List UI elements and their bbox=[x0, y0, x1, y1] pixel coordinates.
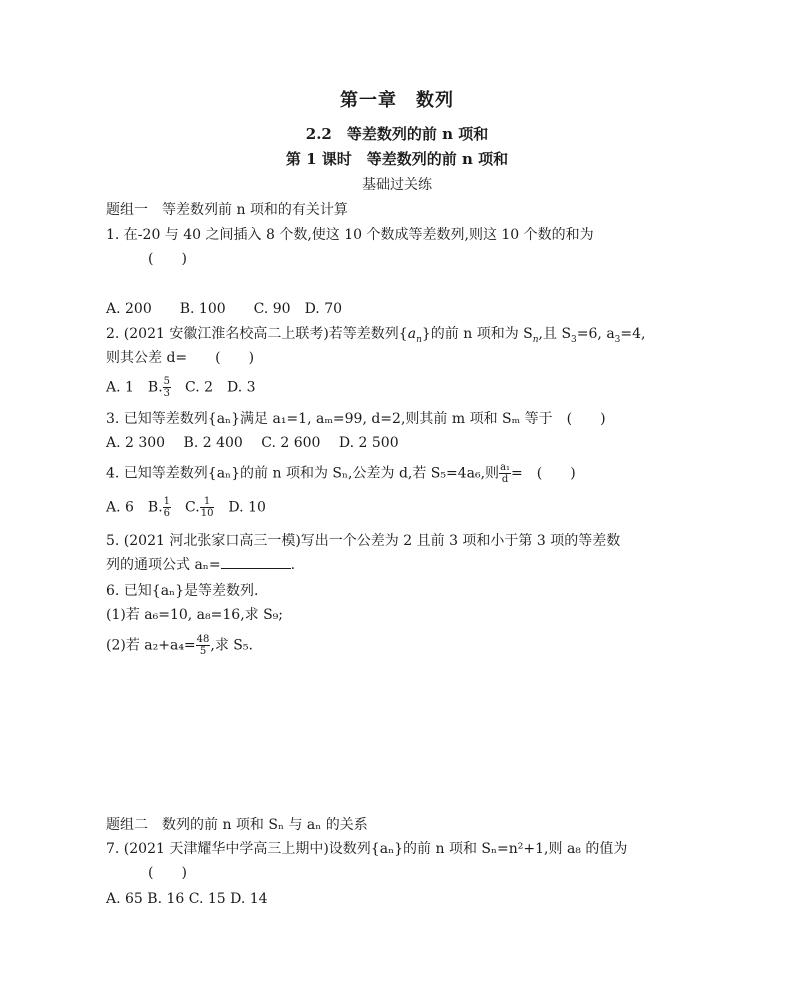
q4-stem-b: = ( ) bbox=[511, 465, 576, 482]
q5-line2-text: 列的通项公式 aₙ= bbox=[106, 557, 221, 573]
q2-stem-e: =4, bbox=[620, 326, 646, 342]
q4-opt-c: D. 10 bbox=[214, 499, 266, 516]
q6-fraction bbox=[196, 634, 211, 657]
section-title: 2.2 等差数列的前 n 项和 bbox=[305, 125, 489, 143]
q6-p2-b: ,求 S₅. bbox=[210, 637, 253, 654]
q2-frac-num: 5 bbox=[163, 376, 171, 387]
group1-title: 题组一 等差数列前 n 项和的有关计算 bbox=[106, 202, 348, 218]
q5-line1: 5. (2021 河北张家口高三一模)写出一个公差为 2 且前 3 项和小于第 3 项的等差数 bbox=[106, 533, 621, 549]
q5-end: . bbox=[290, 557, 296, 573]
q2-stem-a: 2. (2021 安徽江淮名校高二上联考)若等差数列{ bbox=[106, 326, 408, 342]
q4-opt-a: A. 6 B. bbox=[106, 499, 163, 516]
q2-options bbox=[106, 376, 256, 399]
q4-f1-num: 1 bbox=[163, 496, 171, 507]
q7-options: A. 65 B. 16 C. 15 D. 14 bbox=[106, 891, 268, 907]
q2-stem-b: }的前 n 项和为 S bbox=[421, 326, 533, 342]
q4-opt-b: C. bbox=[171, 499, 200, 516]
chapter-title: 第一章 数列 bbox=[340, 90, 454, 111]
lesson-title: 第 1 课时 等差数列的前 n 项和 bbox=[285, 150, 509, 168]
q2-stem: 2. (2021 安徽江淮名校高二上联考)若等差数列$\{a_n\}$的前 n 项和为 $S_n$,且 $S_3=6$, $a_3=4$, bbox=[106, 326, 646, 345]
group2-title: 题组二 数列的前 n 项和 Sₙ 与 aₙ 的关系 bbox=[106, 817, 368, 833]
q4-options bbox=[106, 496, 266, 519]
q4-stem bbox=[106, 462, 576, 485]
q7-answer-paren: ( ) bbox=[148, 865, 187, 881]
q6-stem: 6. 已知{aₙ}是等差数列. bbox=[106, 583, 259, 599]
q4-fraction-c bbox=[200, 496, 215, 519]
q2-stem-d: =6, a bbox=[576, 326, 615, 342]
q4-frac-num: a₁ bbox=[500, 462, 511, 473]
q1-answer-paren: ( ) bbox=[148, 251, 187, 267]
q5-answer-blank[interactable] bbox=[221, 556, 291, 569]
q3-stem: 3. 已知等差数列{aₙ}满足 a₁=1, aₘ=99, d=2,则其前 m 项和 Sₘ 等于 ( ) bbox=[106, 411, 606, 427]
q3-options: A. 2 300 B. 2 400 C. 2 600 D. 2 500 bbox=[106, 435, 399, 451]
q4-fraction-b bbox=[163, 496, 171, 519]
q2-opt-a: A. 1 B. bbox=[106, 379, 163, 396]
q2-stem-c: ,且 S bbox=[538, 326, 572, 342]
q6-p2-a: (2)若 a₂+a₄= bbox=[106, 637, 196, 654]
q1-stem: 1. 在-20 与 40 之间插入 8 个数,使这 10 个数成等差数列,则这 10 个数的和为 bbox=[106, 227, 594, 243]
q5-line2 bbox=[106, 556, 295, 574]
q2-line2: 则其公差 d= ( ) bbox=[106, 350, 255, 366]
q4-stem-a: 4. 已知等差数列{aₙ}的前 n 项和为 Sₙ,公差为 d,若 S₅=4a₆,则 bbox=[106, 465, 500, 482]
q4-f2-den: 10 bbox=[200, 508, 214, 519]
q4-f2-num: 1 bbox=[200, 496, 215, 508]
q6-frac-num: 48 bbox=[196, 634, 210, 645]
q7-stem: 7. (2021 天津耀华中学高三上期中)设数列{aₙ}的前 n 项和 Sₙ=n²+1,则 a₈ 的值为 bbox=[106, 841, 628, 857]
q6-part2 bbox=[106, 634, 253, 657]
practice-title: 基础过关练 bbox=[362, 177, 432, 193]
q4-f1-den: 6 bbox=[163, 508, 171, 519]
q2-fraction bbox=[163, 376, 171, 399]
q6-part1: (1)若 a₆=10, a₈=16,求 S₉; bbox=[106, 607, 284, 623]
q6-frac-den: 5 bbox=[199, 646, 207, 657]
q1-options: A. 200 B. 100 C. 90 D. 70 bbox=[106, 301, 343, 317]
q2-opt-b: C. 2 D. 3 bbox=[171, 379, 256, 396]
q4-frac-den: d bbox=[501, 474, 509, 485]
q4-fraction bbox=[499, 462, 511, 485]
q2-frac-den: 3 bbox=[163, 388, 171, 399]
